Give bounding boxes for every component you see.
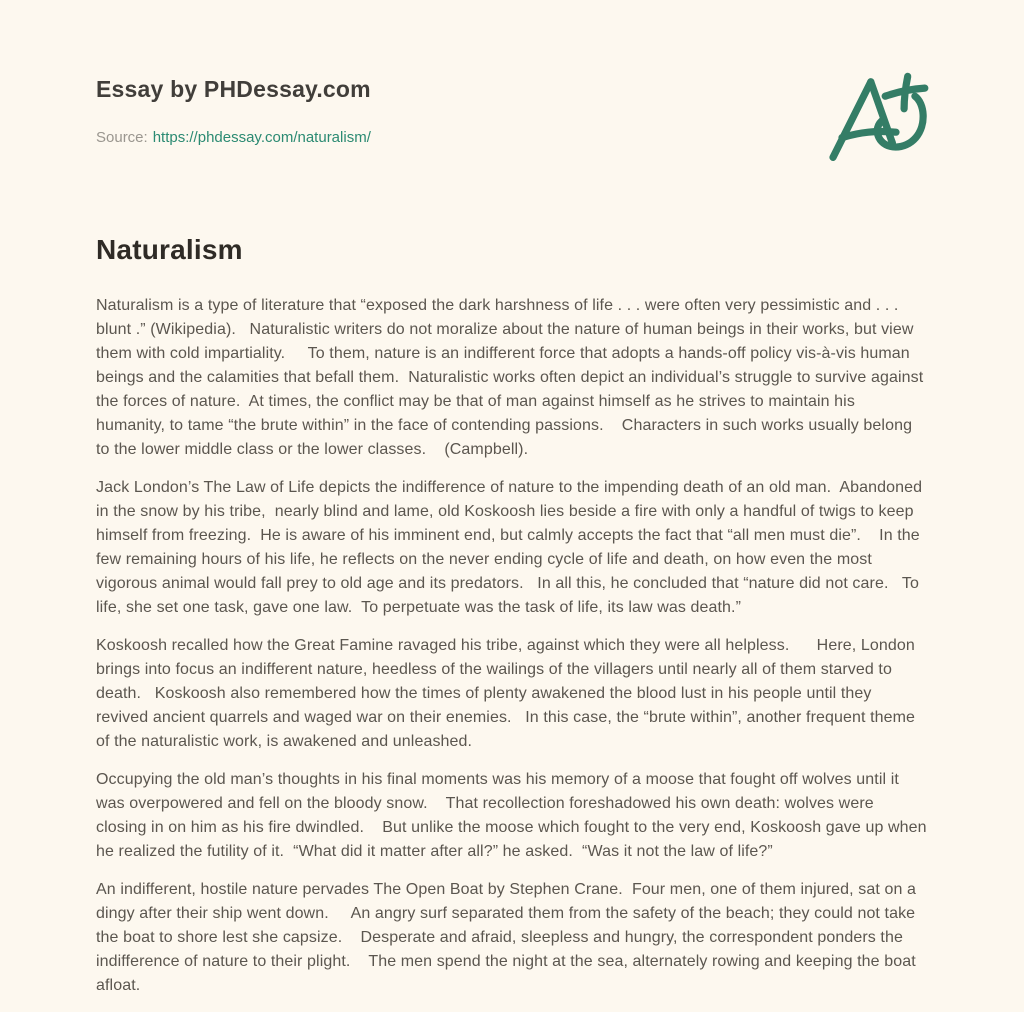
source-line [96,129,928,146]
a-plus-logo-icon [824,68,932,164]
essay-paragraph: Koskoosh recalled how the Great Famine ravaged his tribe, against which they were all helpless. Here, London brings into focus an indifferent nature, heedless of the wailings of the villagers until nearly all of them starved to death. Koskoosh also remembered how the times of plenty awakened the blood lust in his people until they revived ancient quarrels and waged war on their enemies. In this case, the “brute within”, another frequent theme of the naturalistic work, is awakened and unleashed. [96,637,920,750]
essay-paragraph: An indifferent, hostile nature pervades The Open Boat by Stephen Crane. Four men, one of them injured, sat on a dingy after their ship went down. An angry surf separated them from the safety of the beach; they could not take the boat to shore lest she capsize. Desperate and afraid, sleepless and hungry, the correspondent ponders the indifference of nature to their plight. The men spend the night at the sea, alternately rowing and keeping the boat afloat. [96,881,921,994]
essay-title: Naturalism [96,234,243,265]
essay-paragraph: Naturalism is a type of literature that “exposed the dark harshness of life . . . were often very pessimistic and . . . blunt .” (Wikipedia). Naturalistic writers do not moralize about the nature of human beings in their works, but view them with cold impartiality. To them, nature is an indifferent force that adopts a hands-off policy vis-à-vis human beings and the calamities that befall them. Naturalistic works often depict an individual’s struggle to survive against the forces of nature. At times, the conflict may be that of man against himself as he strives to maintain his humanity, to tame “the brute within” in the face of contending passions. Characters in such works usually belong to the lower middle class or the lower classes. (Campbell). [96,297,928,458]
source-label: Source: [96,129,148,146]
essay-body [96,294,932,998]
essay-paragraph: Occupying the old man’s thoughts in his final moments was his memory of a moose that fought off wolves until it was overpowered and fell on the bloody snow. That recollection foreshadowed his own death: wolves were closing in on him as his fire dwindled. But unlike the moose which fought to the very end, Koskoosh gave up when he realized the futility of it. “What did it matter after all?” he asked. “Was it not the law of life?” [96,771,932,860]
source-url-link[interactable]: https://phdessay.com/naturalism/ [152,129,371,146]
essay-paragraph: Jack London’s The Law of Life depicts the indifference of nature to the impending death of an old man. Abandoned in the snow by his tribe, nearly blind and lame, old Koskoosh lies beside a fire with only a handful of twigs to keep himself from freezing. He is aware of his imminent end, but calmly accepts the fact that “all men must die”. In the few remaining hours of his life, he reflects on the never ending cycle of life and death, on how even the most vigorous animal would fall prey to old age and its predators. In all this, he concluded that “nature did not care. To life, she set one task, gave one law. To perpetuate was the task of life, its law was death.” [96,479,927,616]
site-title: Essay by PHDessay.com [96,76,371,102]
